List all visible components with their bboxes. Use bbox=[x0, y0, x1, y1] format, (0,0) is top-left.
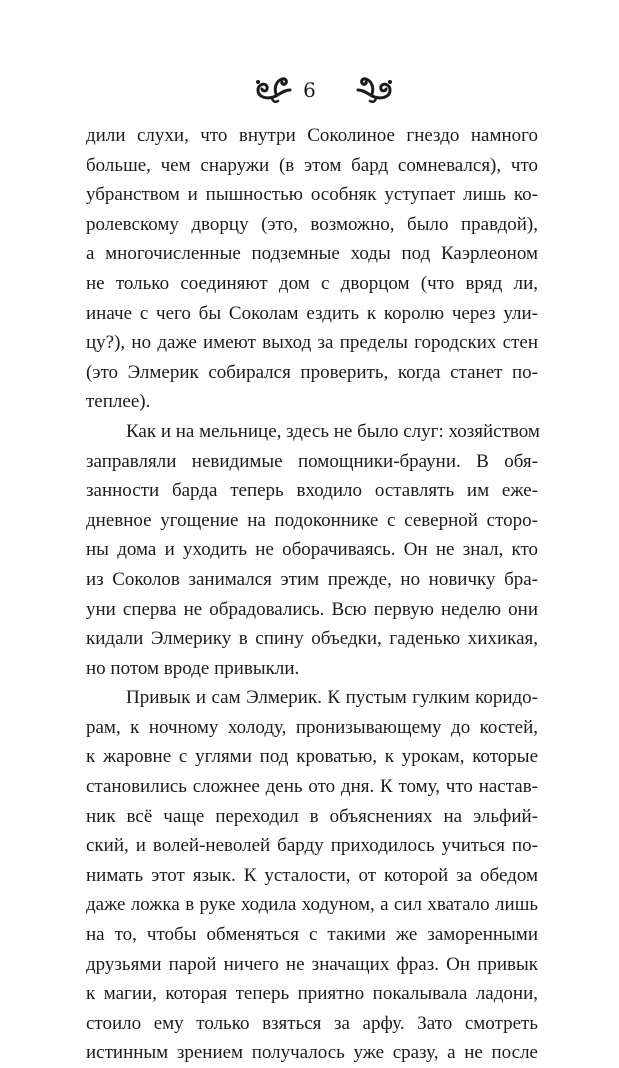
text-line: ны дома и уходить не оборачиваясь. Он не знал, кто bbox=[86, 539, 538, 561]
text-line: к жаровне с углями под кроватью, к урокам, которые bbox=[86, 746, 538, 768]
text-line: (это Элмерик собирался проверить, когда станет по- bbox=[86, 361, 538, 383]
text-line: занности барда теперь входило оставлять им еже- bbox=[86, 480, 538, 502]
paragraph bbox=[86, 417, 538, 683]
paragraph bbox=[86, 683, 538, 1068]
paragraph bbox=[86, 121, 538, 417]
text-line: убранством и пышностью особняк уступает лишь ко- bbox=[86, 184, 538, 206]
page-header bbox=[0, 72, 619, 112]
text-line: дневное угощение на подоконнике с северной сторо- bbox=[86, 509, 538, 531]
text-line: кидали Элмерику в спину объедки, гаденько хихикая, bbox=[86, 628, 538, 650]
text-line: Как и на мельнице, здесь не было слуг: хозяйством bbox=[126, 420, 540, 442]
fleuron-right-icon bbox=[356, 74, 396, 104]
text-line: становились сложнее день ото дня. К тому, что настав- bbox=[86, 776, 538, 798]
text-line: иначе с чего бы Соколам ездить к королю через ули- bbox=[86, 302, 538, 324]
text-line: но потом вроде привыкли. bbox=[86, 657, 300, 679]
text-line: заправляли невидимые помощники-брауни. В обя- bbox=[86, 450, 538, 472]
text-line: рам, к ночному холоду, пронизывающему до костей, bbox=[86, 716, 538, 738]
text-line: не только соединяют дом с дворцом (что вряд ли, bbox=[86, 272, 538, 294]
text-line: ский, и волей-неволей барду приходилось учиться по- bbox=[86, 835, 538, 857]
text-line: а многочисленные подземные ходы под Каэрлеоном bbox=[86, 243, 538, 265]
text-line: нимать этот язык. К усталости, от которой за обедом bbox=[86, 864, 538, 886]
text-line: дили слухи, что внутри Соколиное гнездо намного bbox=[86, 125, 538, 146]
text-line: друзьями парой ничего не значащих фраз. Он привык bbox=[86, 953, 538, 975]
text-line: истинным зрением получалось уже сразу, а не после bbox=[86, 1042, 538, 1064]
text-line: Привык и сам Элмерик. К пустым гулким коридо- bbox=[126, 687, 538, 709]
text-line: ролевскому дворцу (это, возможно, было правдой), bbox=[86, 213, 538, 235]
text-line: из Соколов занимался этим прежде, но новичку бра- bbox=[86, 568, 538, 590]
text-line: теплее). bbox=[86, 391, 151, 413]
text-line: больше, чем снаружи (в этом бард сомневался), что bbox=[86, 154, 538, 176]
body-text bbox=[86, 121, 538, 1068]
text-line: стоило ему только взяться за арфу. Зато смотреть bbox=[86, 1012, 538, 1034]
page-number: 6 bbox=[303, 78, 316, 102]
text-line: цу?), но даже имеют выход за пределы городских стен bbox=[86, 332, 538, 354]
text-line: ник всё чаще переходил в объяснениях на эльфий- bbox=[86, 805, 538, 827]
text-line: уни сперва не обрадовались. Всю первую неделю они bbox=[86, 598, 538, 620]
text-line: даже ложка в руке ходила ходуном, а сил хватало лишь bbox=[86, 894, 538, 916]
text-line: на то, чтобы обменяться с такими же заморенными bbox=[86, 924, 538, 946]
text-line: к магии, которая теперь приятно покалывала ладони, bbox=[86, 983, 538, 1005]
